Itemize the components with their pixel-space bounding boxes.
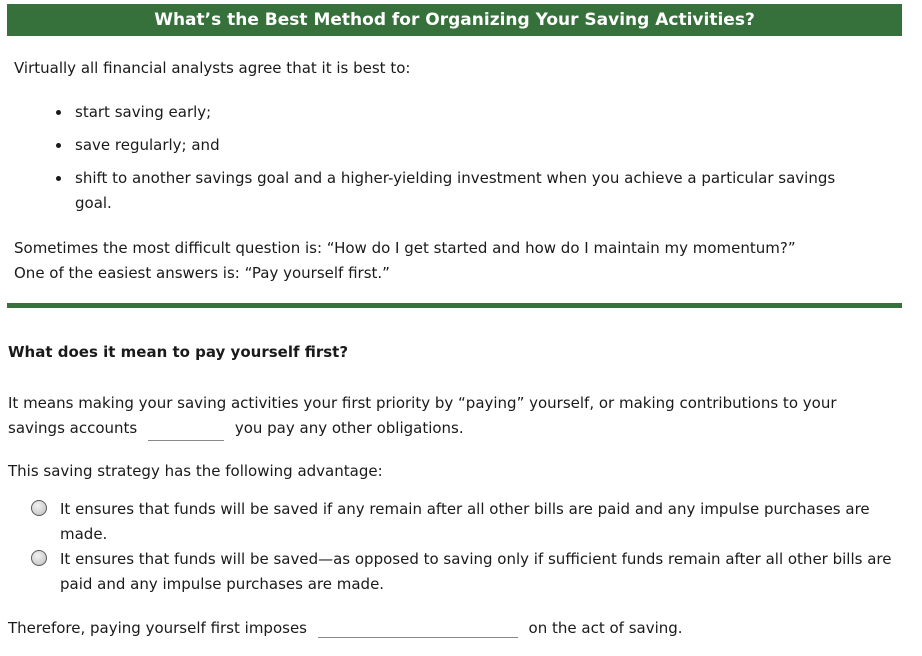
intro-text: Virtually all financial analysts agree that it is best to: — [14, 59, 411, 77]
definition-paragraph — [8, 391, 888, 441]
fill-in-blank-dropdown[interactable] — [148, 420, 224, 441]
answer-line: One of the easiest answers is: “Pay yourself first.” — [14, 264, 390, 282]
question-paragraph — [14, 236, 796, 286]
conclusion-text: Therefore, paying yourself first imposes — [8, 619, 307, 637]
section-heading: What does it mean to pay yourself first? — [8, 343, 349, 361]
answer-option-2[interactable] — [31, 547, 906, 597]
answer-option-1[interactable] — [31, 497, 906, 547]
list-item: save regularly; and — [54, 133, 854, 158]
definition-text: It means making your saving activities your first priority by “paying” yourself, or making contributions to your savings accounts — [8, 394, 837, 437]
list-item: start saving early; — [54, 100, 854, 125]
question-line: Sometimes the most difficult question is: “How do I get started and how do I maintain my momentum?” — [14, 239, 796, 257]
page-title: What’s the Best Method for Organizing Your Saving Activities? — [154, 10, 755, 30]
section-divider — [7, 303, 902, 308]
option-label: It ensures that funds will be saved—as opposed to saving only if sufficient funds remain after all other bills are paid and any impulse purchases are made. — [60, 550, 892, 593]
advice-list — [54, 100, 854, 224]
conclusion-paragraph — [8, 617, 683, 638]
radio-button[interactable] — [31, 550, 47, 566]
strategy-prompt: This saving strategy has the following advantage: — [8, 462, 383, 480]
radio-button[interactable] — [31, 500, 47, 516]
definition-text-end: you pay any other obligations. — [234, 419, 464, 437]
section-title-banner — [7, 4, 902, 36]
option-label: It ensures that funds will be saved if any remain after all other bills are paid and any impulse purchases are made. — [60, 500, 870, 543]
fill-in-blank-dropdown[interactable] — [318, 617, 518, 638]
list-item: shift to another savings goal and a higher-yielding investment when you achieve a particular savings goal. — [54, 166, 854, 216]
conclusion-text-end: on the act of saving. — [528, 619, 683, 637]
